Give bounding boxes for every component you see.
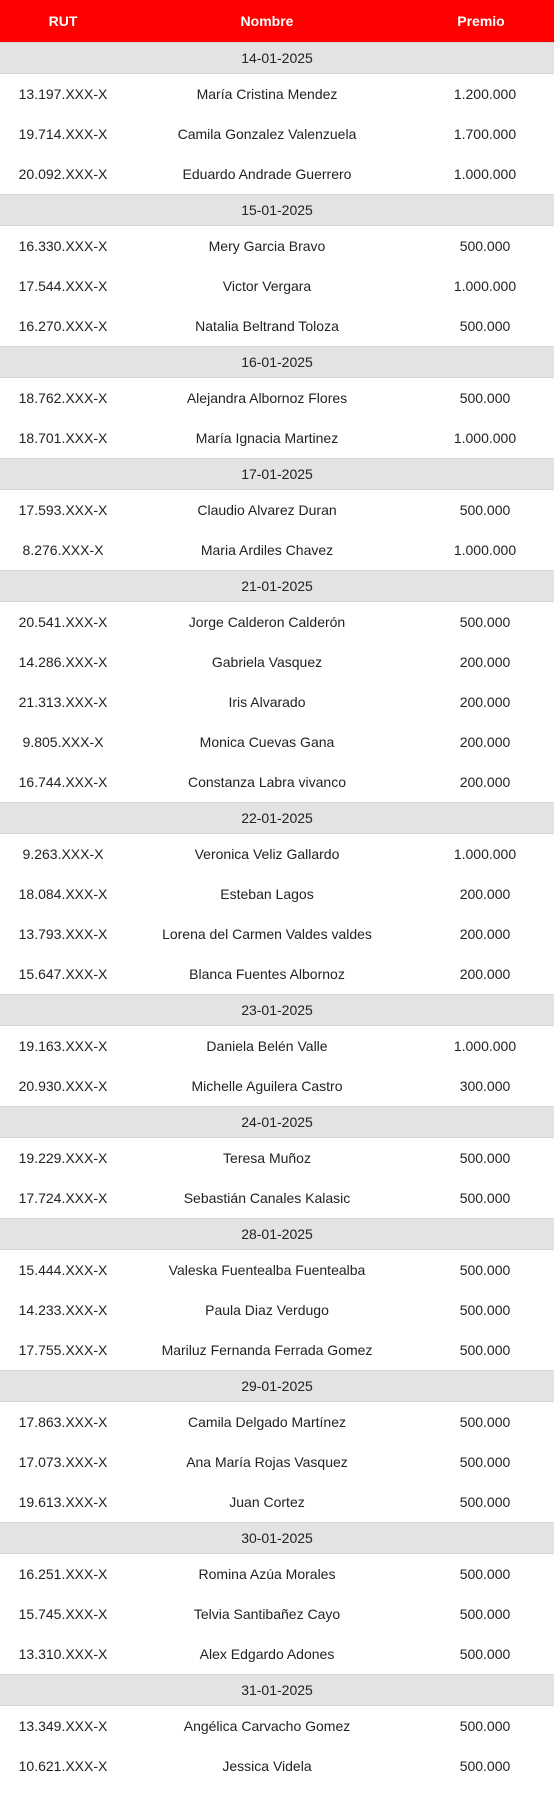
- nombre-cell: Daniela Belén Valle: [206, 1038, 328, 1054]
- nombre-cell: Jorge Calderon Calderón: [188, 614, 346, 630]
- premio-cell: 500.000: [459, 238, 511, 254]
- rut-cell: 14.233.XXX-X: [18, 1302, 108, 1318]
- table-row: [0, 682, 554, 722]
- rut-cell: 19.714.XXX-X: [18, 126, 108, 142]
- table-row: [0, 602, 554, 642]
- date-group-header: 15-01-2025: [0, 194, 554, 226]
- date-group-header: 28-01-2025: [0, 1218, 554, 1250]
- nombre-cell: Teresa Muñoz: [223, 1150, 311, 1166]
- nombre-cell: Esteban Lagos: [220, 886, 314, 902]
- rut-cell: 8.276.XXX-X: [22, 542, 104, 558]
- rut-cell: 17.073.XXX-X: [18, 1454, 108, 1470]
- rut-cell: 16.251.XXX-X: [18, 1566, 108, 1582]
- table-row: [0, 1330, 554, 1370]
- premio-cell: 500.000: [459, 614, 511, 630]
- rut-cell: 20.092.XXX-X: [18, 166, 108, 182]
- date-group-header: 17-01-2025: [0, 458, 554, 490]
- rut-cell: 16.270.XXX-X: [18, 318, 108, 334]
- date-group-header: 21-01-2025: [0, 570, 554, 602]
- table-row: [0, 306, 554, 346]
- table-row: [0, 418, 554, 458]
- table-row: [0, 266, 554, 306]
- rut-cell: 15.444.XXX-X: [18, 1262, 108, 1278]
- premio-cell: 500.000: [459, 318, 511, 334]
- premio-cell: 500.000: [459, 502, 511, 518]
- table-row: [0, 1290, 554, 1330]
- table-row: [0, 1482, 554, 1522]
- rut-cell: 17.755.XXX-X: [18, 1342, 108, 1358]
- rut-cell: 17.863.XXX-X: [18, 1414, 108, 1430]
- premio-cell: 500.000: [459, 1606, 511, 1622]
- date-group-header: 16-01-2025: [0, 346, 554, 378]
- table-row: [0, 762, 554, 802]
- nombre-cell: Monica Cuevas Gana: [199, 734, 335, 750]
- premio-cell: 1.000.000: [453, 1038, 517, 1054]
- nombre-cell: Jessica Videla: [222, 1758, 312, 1774]
- table-body: [0, 42, 554, 1786]
- table-row: [0, 1026, 554, 1066]
- rut-cell: 17.544.XXX-X: [18, 278, 108, 294]
- table-header: [0, 0, 554, 42]
- table-row: [0, 1634, 554, 1674]
- nombre-cell: María Ignacia Martinez: [195, 430, 339, 446]
- nombre-cell: Telvia Santibañez Cayo: [193, 1606, 341, 1622]
- nombre-cell: Claudio Alvarez Duran: [197, 502, 337, 518]
- nombre-cell: Natalia Beltrand Toloza: [195, 318, 339, 334]
- premio-cell: 500.000: [459, 1494, 511, 1510]
- date-group-header: 22-01-2025: [0, 802, 554, 834]
- table-row: [0, 1138, 554, 1178]
- premio-cell: 200.000: [459, 886, 511, 902]
- premio-cell: 200.000: [459, 926, 511, 942]
- rut-cell: 16.330.XXX-X: [18, 238, 108, 254]
- table-row: [0, 1554, 554, 1594]
- rut-cell: 21.313.XXX-X: [18, 694, 108, 710]
- table-row: [0, 490, 554, 530]
- table-row: [0, 1746, 554, 1786]
- rut-cell: 10.621.XXX-X: [18, 1758, 108, 1774]
- rut-cell: 18.762.XXX-X: [18, 390, 108, 406]
- premio-cell: 1.200.000: [453, 86, 517, 102]
- nombre-cell: Veronica Veliz Gallardo: [194, 846, 340, 862]
- nombre-cell: Mery Garcia Bravo: [208, 238, 326, 254]
- rut-cell: 13.197.XXX-X: [18, 86, 108, 102]
- rut-cell: 17.724.XXX-X: [18, 1190, 108, 1206]
- table-row: [0, 1442, 554, 1482]
- date-group-header: 31-01-2025: [0, 1674, 554, 1706]
- date-group-header: 29-01-2025: [0, 1370, 554, 1402]
- table-row: [0, 154, 554, 194]
- nombre-cell: Juan Cortez: [229, 1494, 305, 1510]
- table-row: [0, 1178, 554, 1218]
- nombre-cell: Romina Azúa Morales: [198, 1566, 336, 1582]
- table-row: [0, 74, 554, 114]
- table-row: [0, 114, 554, 154]
- premio-cell: 200.000: [459, 774, 511, 790]
- premio-cell: 1.000.000: [453, 166, 517, 182]
- nombre-cell: Valeska Fuentealba Fuentealba: [168, 1262, 366, 1278]
- nombre-cell: Gabriela Vasquez: [211, 654, 323, 670]
- nombre-cell: Ana María Rojas Vasquez: [186, 1454, 348, 1470]
- nombre-cell: Camila Gonzalez Valenzuela: [177, 126, 357, 142]
- date-group-header: 30-01-2025: [0, 1522, 554, 1554]
- rut-cell: 13.310.XXX-X: [18, 1646, 108, 1662]
- table-row: [0, 378, 554, 418]
- premio-cell: 1.000.000: [453, 430, 517, 446]
- premio-cell: 1.000.000: [453, 278, 517, 294]
- nombre-cell: Eduardo Andrade Guerrero: [182, 166, 352, 182]
- nombre-cell: Sebastián Canales Kalasic: [183, 1190, 351, 1206]
- rut-cell: 14.286.XXX-X: [18, 654, 108, 670]
- nombre-cell: María Cristina Mendez: [196, 86, 338, 102]
- table-row: [0, 1706, 554, 1746]
- premio-cell: 500.000: [459, 390, 511, 406]
- table-row: [0, 1402, 554, 1442]
- rut-cell: 20.541.XXX-X: [18, 614, 108, 630]
- rut-cell: 16.744.XXX-X: [18, 774, 108, 790]
- rut-cell: 19.163.XXX-X: [18, 1038, 108, 1054]
- premio-cell: 500.000: [459, 1150, 511, 1166]
- premio-cell: 1.000.000: [453, 846, 517, 862]
- table-row: [0, 954, 554, 994]
- table-row: [0, 226, 554, 266]
- table-row: [0, 834, 554, 874]
- nombre-cell: Mariluz Fernanda Ferrada Gomez: [161, 1342, 373, 1358]
- nombre-cell: Blanca Fuentes Albornoz: [189, 966, 345, 982]
- rut-cell: 20.930.XXX-X: [18, 1078, 108, 1094]
- premio-cell: 300.000: [459, 1078, 511, 1094]
- table-row: [0, 722, 554, 762]
- premio-cell: 500.000: [459, 1454, 511, 1470]
- header-nombre: Nombre: [240, 13, 294, 29]
- rut-cell: 9.263.XXX-X: [22, 846, 104, 862]
- premio-cell: 200.000: [459, 966, 511, 982]
- date-group-header: 23-01-2025: [0, 994, 554, 1026]
- premio-cell: 500.000: [459, 1414, 511, 1430]
- nombre-cell: Michelle Aguilera Castro: [191, 1078, 343, 1094]
- rut-cell: 18.084.XXX-X: [18, 886, 108, 902]
- table-row: [0, 530, 554, 570]
- nombre-cell: Alejandra Albornoz Flores: [186, 390, 348, 406]
- premio-cell: 500.000: [459, 1302, 511, 1318]
- premio-cell: 500.000: [459, 1718, 511, 1734]
- table-row: [0, 874, 554, 914]
- nombre-cell: Maria Ardiles Chavez: [200, 542, 334, 558]
- rut-cell: 13.349.XXX-X: [18, 1718, 108, 1734]
- premio-cell: 1.000.000: [453, 542, 517, 558]
- rut-cell: 19.229.XXX-X: [18, 1150, 108, 1166]
- header-rut: RUT: [48, 13, 78, 29]
- table-row: [0, 642, 554, 682]
- nombre-cell: Victor Vergara: [222, 278, 312, 294]
- rut-cell: 15.647.XXX-X: [18, 966, 108, 982]
- rut-cell: 19.613.XXX-X: [18, 1494, 108, 1510]
- header-premio: Premio: [457, 13, 505, 29]
- nombre-cell: Paula Diaz Verdugo: [205, 1302, 329, 1318]
- premio-cell: 500.000: [459, 1758, 511, 1774]
- nombre-cell: Iris Alvarado: [228, 694, 306, 710]
- rut-cell: 17.593.XXX-X: [18, 502, 108, 518]
- table-row: [0, 1250, 554, 1290]
- premio-cell: 500.000: [459, 1262, 511, 1278]
- premio-cell: 1.700.000: [453, 126, 517, 142]
- date-group-header: 14-01-2025: [0, 42, 554, 74]
- premio-cell: 500.000: [459, 1646, 511, 1662]
- rut-cell: 18.701.XXX-X: [18, 430, 108, 446]
- nombre-cell: Constanza Labra vivanco: [188, 774, 346, 790]
- premio-cell: 200.000: [459, 734, 511, 750]
- premio-cell: 200.000: [459, 694, 511, 710]
- nombre-cell: Angélica Carvacho Gomez: [183, 1718, 351, 1734]
- premio-cell: 500.000: [459, 1566, 511, 1582]
- date-group-header: 24-01-2025: [0, 1106, 554, 1138]
- table-row: [0, 1594, 554, 1634]
- rut-cell: 15.745.XXX-X: [18, 1606, 108, 1622]
- table-row: [0, 1066, 554, 1106]
- premio-cell: 200.000: [459, 654, 511, 670]
- nombre-cell: Lorena del Carmen Valdes valdes: [162, 926, 372, 942]
- table-row: [0, 914, 554, 954]
- rut-cell: 9.805.XXX-X: [22, 734, 104, 750]
- nombre-cell: Camila Delgado Martínez: [188, 1414, 346, 1430]
- nombre-cell: Alex Edgardo Adones: [199, 1646, 335, 1662]
- rut-cell: 13.793.XXX-X: [18, 926, 108, 942]
- premio-cell: 500.000: [459, 1342, 511, 1358]
- premio-cell: 500.000: [459, 1190, 511, 1206]
